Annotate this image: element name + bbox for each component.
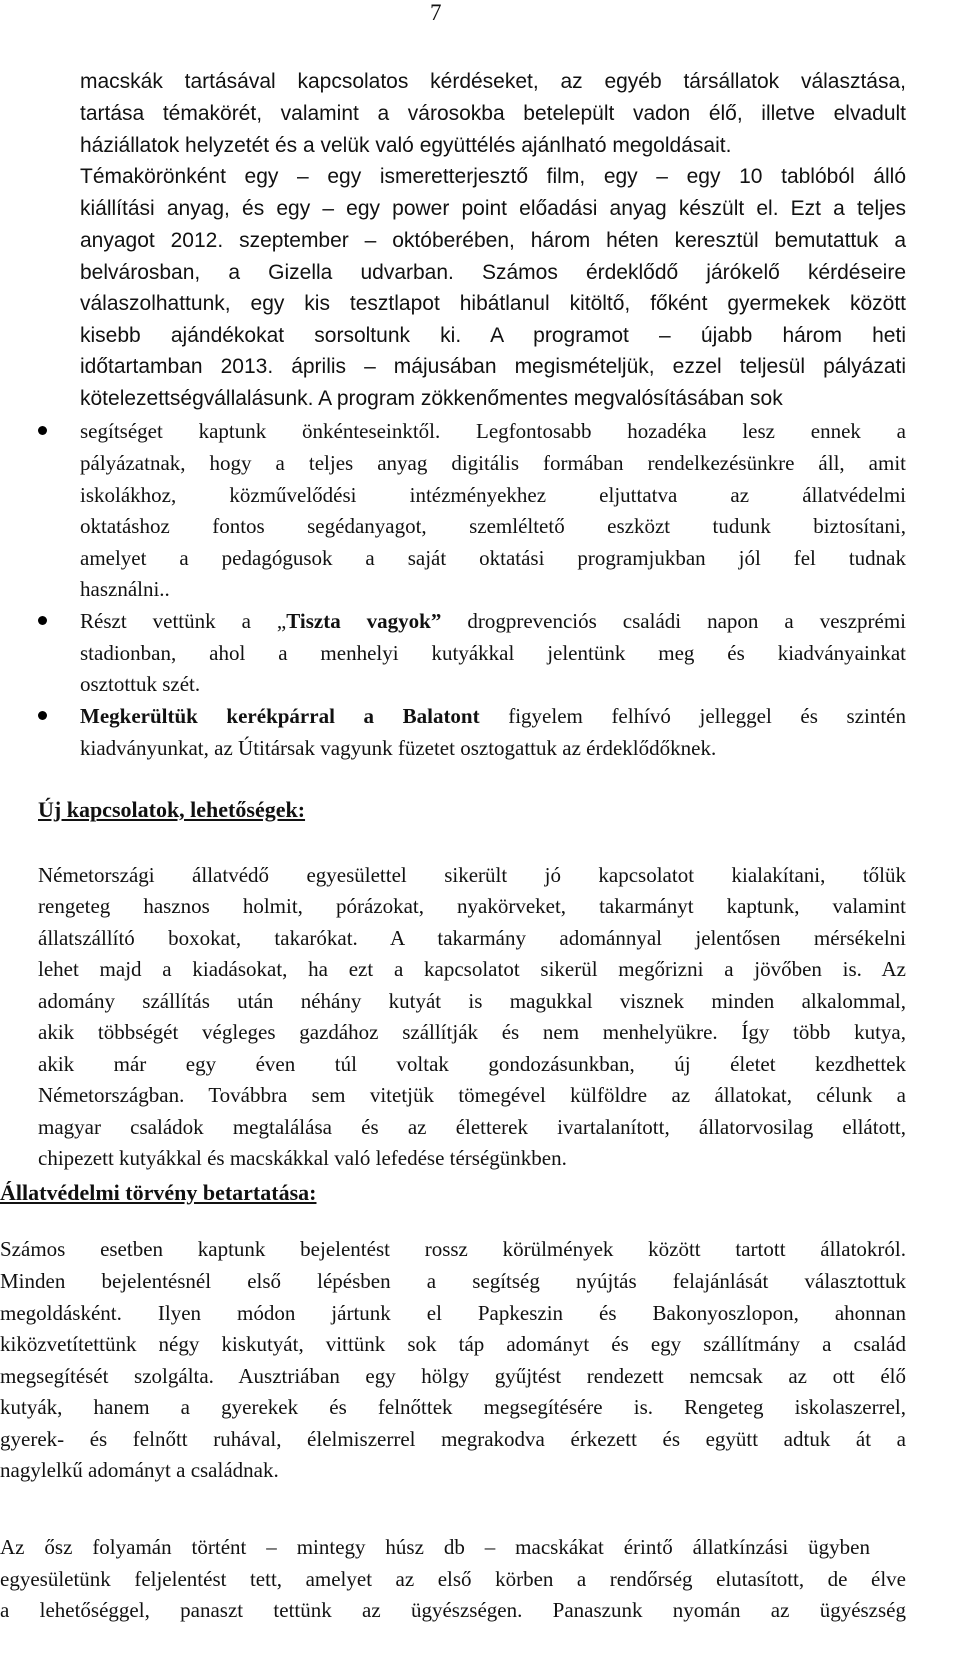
bullet3-line-1-post: figyelem felhívó jelleggel és szintén [479, 704, 906, 728]
para1-line-11: kötelezettségvállalásunk. A program zökkenőmentes megvalósításában sok [80, 387, 783, 410]
section2-line-6: kutyák, hanem a gyerekek és felnőttek megsegítésére is. Rengeteg iskolaszerrel, [0, 1395, 906, 1419]
section1-line-2: rengeteg hasznos holmit, pórázokat, nyakörveket, takarmányt kaptunk, valamint [38, 894, 906, 918]
para2-line-1: segítséget kaptunk önkénteseinktől. Legfontosabb hozadéka lesz ennek a [80, 419, 906, 443]
section2-line-8: nagylelkű adományt a családnak. [0, 1458, 279, 1482]
para1-line-9: kisebb ajándékokat sorsoltunk ki. A programot – újabb három heti [80, 324, 906, 347]
section1-line-3: állatszállító boxokat, takarókat. A takarmány adománnyal jelentősen mérsékelni [38, 926, 906, 950]
section1-line-5: adomány szállítás után néhány kutyát is magukkal visznek minden alkalommal, [38, 989, 906, 1013]
bullet-marker-2 [38, 616, 47, 625]
bullet2-line-1-post: drogprevenciós családi napon a veszprémi [441, 609, 906, 633]
section3-line-2: egyesületünk feljelentést tett, amelyet az első körben a rendőrség elutasított, de élve [0, 1567, 906, 1591]
bullet3-event-name: Megkerültük kerékpárral a Balatont [80, 704, 480, 728]
para1-line-5: kiállítási anyag, és egy – egy power point előadási anyag készült el. Ezt a teljes [80, 197, 906, 220]
section3-line-1: Az ősz folyamán történt – mintegy húsz db – macskákat érintő állatkínzási ügyben [0, 1535, 870, 1559]
bullet2-event-name: Tiszta vagyok” [286, 609, 442, 633]
bullet2-line-1-pre: Részt vettünk a „ [80, 609, 287, 633]
para1-line-2: tartása témakörét, valamint a városokba betelepült vadon élő, illetve elvadult [80, 102, 906, 125]
section1-line-4: lehet majd a kiadásokat, ha ezt a kapcsolatot sikerül megőrizni a jövőben is. Az [38, 957, 906, 981]
para1-line-8: válaszolhattunk, egy kis tesztlapot hibátlanul kitöltő, főként gyermekek között [80, 292, 906, 315]
bullet-marker-3 [38, 711, 47, 720]
section2-line-4: kiközvetítettünk négy kiskutyát, vittünk sok táp adományt és egy szállítmány a család [0, 1332, 906, 1356]
para2-line-6: használni.. [80, 577, 170, 601]
para1-line-10: időtartamban 2013. április – májusában megismételjük, ezzel teljesül pályázati [80, 355, 906, 378]
para1-line-3: háziállatok helyzetét és a velük való együttélés ajánlható megoldásait. [80, 134, 732, 157]
section1-line-6: akik többségét végleges gazdához szállítják és nem menhelyükre. Így több kutya, [38, 1020, 906, 1044]
section-heading-new-contacts: Új kapcsolatok, lehetőségek: [38, 797, 306, 822]
bullet3-line-2: kiadványunkat, az Útitársak vagyunk füzetet osztogattuk az érdeklődőknek. [80, 736, 717, 760]
para2-line-4: oktatáshoz fontos segédanyagot, szemléltető eszközt tudunk biztosítani, [80, 514, 906, 538]
section3-line-3: a lehetőséggel, panaszt tettünk az ügyészségen. Panaszunk nyomán az ügyészség [0, 1598, 906, 1622]
section1-line-9: magyar családok megtalálása és az életterek ivartalanított, állatorvosilag ellátott, [38, 1115, 906, 1139]
page-number: 7 [430, 0, 442, 25]
para1-line-4: Témakörönként egy – egy ismeretterjesztő film, egy – egy 10 tablóból álló [80, 165, 906, 188]
bullet-marker-1 [38, 426, 47, 435]
para2-line-5: amelyet a pedagógusok a saját oktatási programjukban jól fel tudnak [80, 546, 906, 570]
para1-line-7: belvárosban, a Gizella udvarban. Számos érdeklődő járókelő kérdéseire [80, 261, 906, 284]
section-heading-animal-law: Állatvédelmi törvény betartatása: [0, 1180, 317, 1205]
section2-line-7: gyerek- és felnőtt ruhával, élelmiszerrel megrakodva érkezett és együtt adtuk át a [0, 1427, 906, 1451]
section1-line-1: Németországi állatvédő egyesülettel sikerült jó kapcsolatot kialakítani, tőlük [38, 863, 906, 887]
bullet3-line-1 [80, 703, 906, 729]
section2-line-1: Számos esetben kaptunk bejelentést rossz körülmények között tartott állatokról. [0, 1237, 906, 1261]
section1-line-7: akik már egy éven túl voltak gondozásunkban, új életet kezdhettek [38, 1052, 906, 1076]
bullet2-line-1 [80, 608, 906, 634]
bullet2-line-3: osztottuk szét. [80, 672, 201, 696]
para1-line-1: macskák tartásával kapcsolatos kérdéseket, az egyéb társállatok választása, [80, 70, 906, 93]
para2-line-3: iskolákhoz, közművelődési intézményekhez eljuttatva az állatvédelmi [80, 483, 906, 507]
para1-line-6: anyagot 2012. szeptember – októberében, három héten keresztül bemutattuk a [80, 229, 906, 252]
section1-line-10: chipezett kutyákkal és macskákkal való lefedése térségünkben. [38, 1146, 567, 1170]
bullet2-line-2: stadionban, ahol a menhelyi kutyákkal jelentünk meg és kiadványainkat [80, 641, 906, 665]
section2-line-5: megsegítését szolgálta. Ausztriában egy hölgy gyűjtést rendezett nemcsak az ott élő [0, 1364, 906, 1388]
section2-line-2: Minden bejelentésnél első lépésben a segítség nyújtás felajánlását választottuk [0, 1269, 906, 1293]
para2-line-2: pályázatnak, hogy a teljes anyag digitális formában rendelkezésünkre áll, amit [80, 451, 906, 475]
section2-line-3: megoldásként. Ilyen módon jártunk el Papkeszin és Bakonyoszlopon, ahonnan [0, 1301, 906, 1325]
section1-line-8: Németországban. Továbbra sem vitetjük tömegével külföldre az állatokat, célunk a [38, 1083, 906, 1107]
